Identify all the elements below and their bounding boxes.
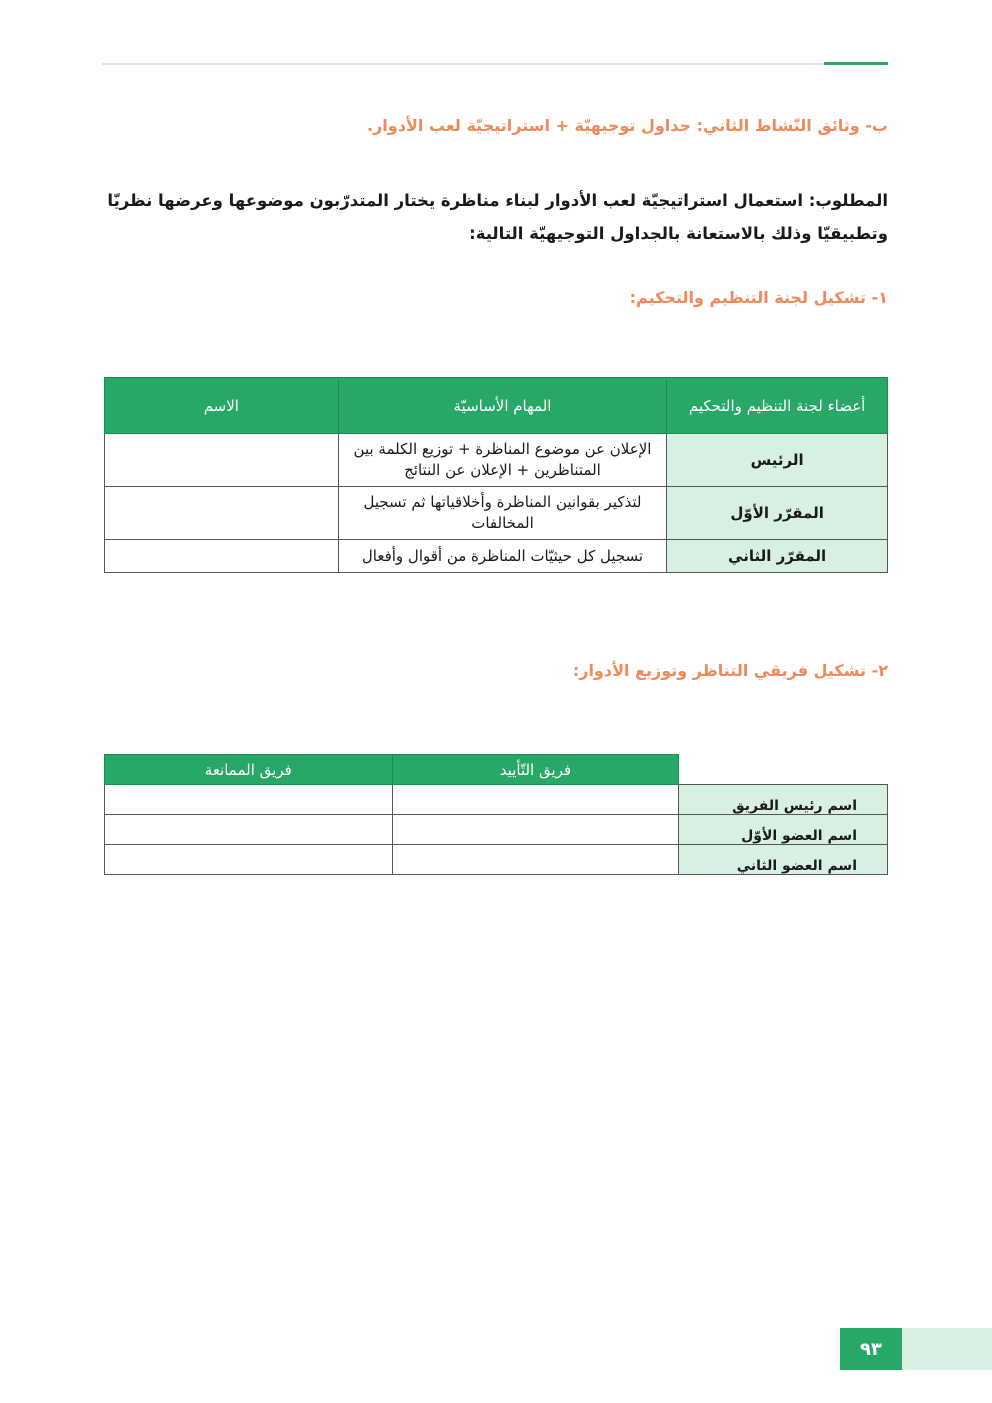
header-tasks: المهام الأساسيّة [338, 378, 667, 434]
opposition-input-cell[interactable] [105, 845, 393, 875]
name-input-cell[interactable] [105, 434, 339, 487]
row-label: اسم العضو الأوّل [679, 815, 888, 845]
table-row [105, 487, 888, 540]
table-header-row [105, 378, 888, 434]
intro-paragraph: المطلوب: استعمال استراتيجيّة لعب الأدوار لبناء مناظرة يختار المتدرّبون موضوعها وعرضها نظريّا وتطبيقيّا وذلك بالاستعانة بالجداول التوجيهيّة التالية: [107, 191, 888, 243]
table-row [105, 845, 888, 875]
page-footer-band [902, 1328, 992, 1370]
top-divider-accent [824, 62, 888, 65]
teams-table [104, 754, 888, 875]
committee-table [104, 377, 888, 573]
task-cell: الإعلان عن موضوع المناظرة + توزيع الكلمة بين المتناظرين + الإعلان عن النتائج [338, 434, 667, 487]
top-divider [102, 63, 888, 65]
header-support-team: فريق التّأييد [392, 755, 679, 785]
header-opposition-team: فريق الممانعة [105, 755, 393, 785]
row-label: اسم رئيس الفريق [679, 785, 888, 815]
name-input-cell[interactable] [105, 487, 339, 540]
table-row [105, 815, 888, 845]
task-cell: تسجيل كل حيثيّات المناظرة من أقوال وأفعال [338, 540, 667, 573]
task-cell: لتذكير بقوانين المناظرة وأخلاقياتها ثم تسجيل المخالفات [338, 487, 667, 540]
opposition-input-cell[interactable] [105, 785, 393, 815]
section-1-title: ١- تشكيل لجنة التنظيم والتحكيم: [629, 288, 888, 307]
header-blank [679, 755, 888, 785]
table-row [105, 434, 888, 487]
role-cell: المقرّر الأوّل [667, 487, 888, 540]
section-b-title: ب- وثائق النّشاط الثاني: جداول توجيهيّة + استراتيجيّة لعب الأدوار. [367, 116, 888, 135]
support-input-cell[interactable] [392, 785, 679, 815]
opposition-input-cell[interactable] [105, 815, 393, 845]
table-row [105, 785, 888, 815]
support-input-cell[interactable] [392, 815, 679, 845]
header-name: الاسم [105, 378, 339, 434]
section-2-title: ٢- تشكيل فريقي التناظر وتوزيع الأدوار: [572, 661, 888, 680]
row-label: اسم العضو الثاني [679, 845, 888, 875]
support-input-cell[interactable] [392, 845, 679, 875]
role-cell: المقرّر الثاني [667, 540, 888, 573]
page-number: ٩٣ [840, 1328, 902, 1370]
table-header-row [105, 755, 888, 785]
header-members: أعضاء لجنة التنظيم والتحكيم [667, 378, 888, 434]
role-cell: الرئيس [667, 434, 888, 487]
name-input-cell[interactable] [105, 540, 339, 573]
table-row [105, 540, 888, 573]
